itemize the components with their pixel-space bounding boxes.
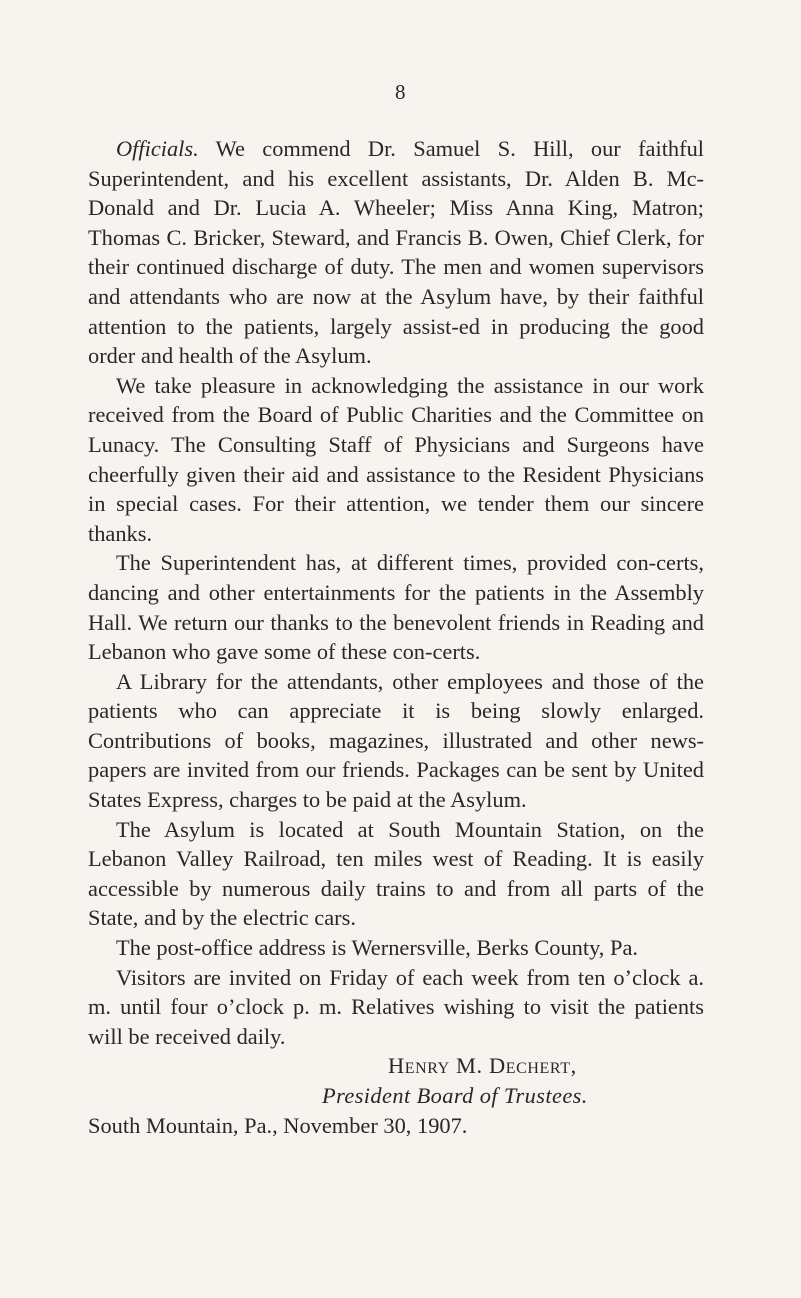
paragraph-text: Visitors are invited on Friday of each week from ten o’clock a. m. until four o’clock p. m. Relatives wishing to visit the patients will be received daily. xyxy=(88,964,704,1049)
paragraph-text: The post-office address is Wernersville, Berks County, Pa. xyxy=(116,935,638,961)
paragraph-library xyxy=(88,667,704,815)
signature-title: President Board of Trustees. xyxy=(322,1083,588,1108)
paragraph-visitors xyxy=(88,963,704,1052)
paragraph-entertainments xyxy=(88,548,704,666)
signature-name: Henry M. Dechert, xyxy=(388,1053,577,1079)
page-number: 8 xyxy=(395,80,406,104)
paragraph-lead-in: Officials. xyxy=(116,136,199,161)
paragraph-location xyxy=(88,815,704,933)
paragraph-text: The Superintendent has, at different times, provided con-certs, dancing and other entertainments for the patients in the Assembly Hall. We return our thanks to the benevolent friends in Reading and Lebanon who gave some of these con-certs. xyxy=(88,550,704,665)
paragraph-acknowledgement xyxy=(88,371,704,549)
place-and-date: South Mountain, Pa., November 30, 1907. xyxy=(88,1112,468,1138)
paragraph-post-office xyxy=(88,933,704,963)
paragraph-text: The Asylum is located at South Mountain Station, on the Lebanon Valley Railroad, ten miles west of Reading. It is easily accessible by numerous daily trains to and from all parts of the State, and by the electric cars. xyxy=(88,816,704,931)
paragraph-text: A Library for the attendants, other employees and those of the patients who can appreciate it is being slowly enlarged. Contributions of books, magazines, illustrated and other news-papers are invited from our friends. Packages can be sent by United States Express, charges to be paid at the Asylum. xyxy=(88,668,704,813)
paragraph-officials xyxy=(88,134,704,371)
paragraph-text: We commend Dr. Samuel S. Hill, our faithful Superintendent, and his excellent assistants, Dr. Alden B. Mc-Donald and Dr. Lucia A. Wheeler; Miss Anna King, Matron; Thomas C. Bricker, Steward, and Francis B. Owen, Chief Clerk, for their continued discharge of duty. The men and women supervisors and attendants who are now at the Asylum have, by their faithful attention to the patients, largely assist-ed in producing the good order and health of the Asylum. xyxy=(88,136,704,369)
paragraph-text: We take pleasure in acknowledging the assistance in our work received from the Board of Public Charities and the Committee on Lunacy. The Consulting Staff of Physicians and Surgeons have cheerfully given their aid and assistance to the Resident Physicians in special cases. For their attention, we tender them our sincere thanks. xyxy=(88,372,704,546)
body-text xyxy=(88,134,704,1140)
